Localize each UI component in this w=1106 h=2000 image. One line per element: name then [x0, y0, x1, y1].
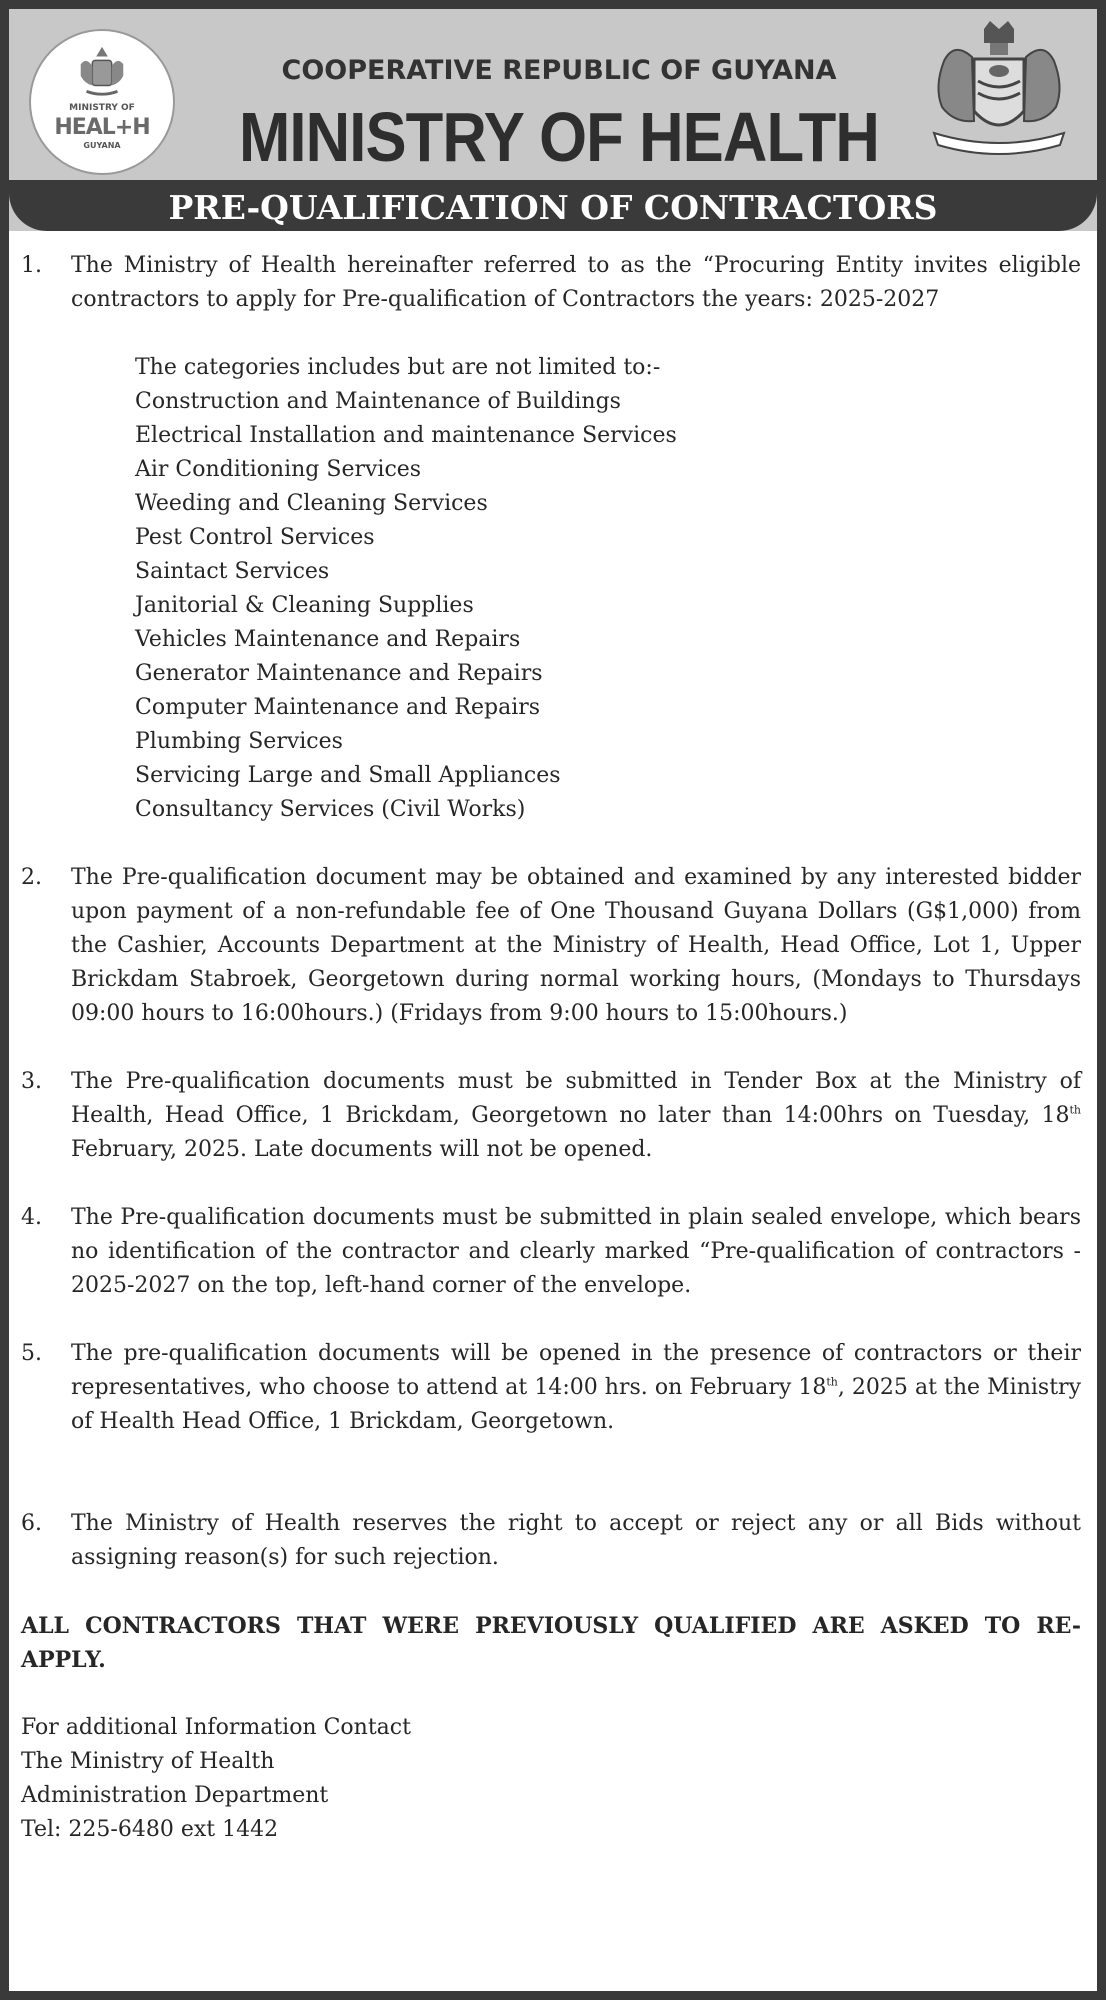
category-item: Servicing Large and Small Appliances [135, 763, 561, 788]
category-item: Vehicles Maintenance and Repairs [135, 627, 521, 652]
category-item: Saintact Services [135, 559, 330, 584]
categories-intro: The categories includes but are not limited to:- [135, 355, 661, 380]
title-banner [9, 180, 1097, 231]
reapply-notice: ALL CONTRACTORS THAT WERE PREVIOUSLY QUALIFIED ARE ASKED TO RE-APPLY. [21, 1613, 1081, 1673]
guyana-coat-of-arms-icon [924, 21, 1074, 171]
category-item: Construction and Maintenance of Buildings [135, 389, 621, 414]
item-4 [21, 1201, 1081, 1303]
categories-list [135, 351, 1081, 827]
ministry-of-health-logo [29, 29, 175, 175]
item-text: The Ministry of Health hereinafter referred to as the “Procuring Entity invites eligible contractors to apply for Pre-qualification of Contractors the years: 2025-2027 [71, 253, 1081, 312]
logo-line-2: HEAL+H [54, 115, 150, 140]
item-text: The Ministry of Health reserves the right to accept or reject any or all Bids without assigning reason(s) for such rejection. [71, 1511, 1081, 1570]
category-item: Pest Control Services [135, 525, 375, 550]
category-item: Weeding and Cleaning Services [135, 491, 488, 516]
category-item: Janitorial & Cleaning Supplies [135, 593, 474, 618]
item-text-part: , 2025 at the Ministry of Health Head Office, 1 Brickdam, Georgetown. [71, 1375, 1081, 1434]
category-item: Plumbing Services [135, 729, 343, 754]
item-1 [21, 249, 1081, 317]
item-number: 5. [21, 1341, 42, 1366]
item-number: 1. [21, 253, 42, 278]
item-6 [21, 1507, 1081, 1575]
document-body [21, 249, 1081, 1847]
ordinal-suffix: th [1069, 1103, 1081, 1117]
header [9, 9, 1097, 231]
item-text-part: The Pre-qualification documents must be submitted in Tender Box at the Ministry of Health, Head Office, 1 Brickdam, Georgetown no later than 14:00hrs on Tuesday, 18 [71, 1069, 1081, 1128]
item-text-part: February, 2025. Late documents will not be opened. [71, 1137, 653, 1162]
item-3 [21, 1065, 1081, 1167]
item-text: The Pre-qualification documents must be submitted in plain sealed envelope, which bears no identification of the contractor and clearly marked “Pre-qualification of contractors - 2025-2027 on the top, left-hand corner of the envelope. [71, 1205, 1081, 1298]
logo-line-3: GUYANA [83, 141, 121, 150]
item-text [71, 1337, 1081, 1439]
item-number: 6. [21, 1511, 42, 1536]
category-item: Generator Maintenance and Repairs [135, 661, 543, 686]
item-text: The Pre-qualification document may be obtained and examined by any interested bidder upon payment of a non-refundable fee of One Thousand Guyana Dollars (G$1,000) from the Cashier, Accounts Department at the Ministry of Health, Head Office, Lot 1, Upper Brickdam Stabroek, Georgetown during normal working hours, (Mondays to Thursdays 09:00 hours to 16:00hours.) (Fridays from 9:00 hours to 15:00hours.) [71, 865, 1081, 1026]
banner-title: PRE-QUALIFICATION OF CONTRACTORS [168, 188, 938, 227]
item-number: 4. [21, 1205, 42, 1230]
category-item: Electrical Installation and maintenance Services [135, 423, 677, 448]
contact-block [21, 1711, 1081, 1847]
country-title: COOPERATIVE REPUBLIC OF GUYANA [281, 55, 837, 86]
ministry-title: MINISTRY OF HEALTH [238, 98, 880, 176]
category-item: Computer Maintenance and Repairs [135, 695, 541, 720]
item-number: 3. [21, 1069, 42, 1094]
contact-line: For additional Information Contact [21, 1715, 411, 1740]
item-text-part: The pre-qualification documents will be opened in the presence of contractors or their representatives, who choose to attend at 14:00 hrs. on February 18 [71, 1341, 1081, 1400]
item-text [71, 1065, 1081, 1167]
item-number: 2. [21, 865, 42, 890]
item-5 [21, 1337, 1081, 1439]
logo-line-1: MINISTRY OF [69, 103, 135, 113]
contact-phone: Tel: 225-6480 ext 1442 [21, 1817, 279, 1842]
item-2 [21, 861, 1081, 1031]
ordinal-suffix: th [826, 1375, 838, 1389]
contact-line: Administration Department [21, 1783, 329, 1808]
coat-of-arms-icon [73, 43, 131, 101]
contact-line: The Ministry of Health [21, 1749, 275, 1774]
category-item: Consultancy Services (Civil Works) [135, 797, 526, 822]
category-item: Air Conditioning Services [135, 457, 422, 482]
